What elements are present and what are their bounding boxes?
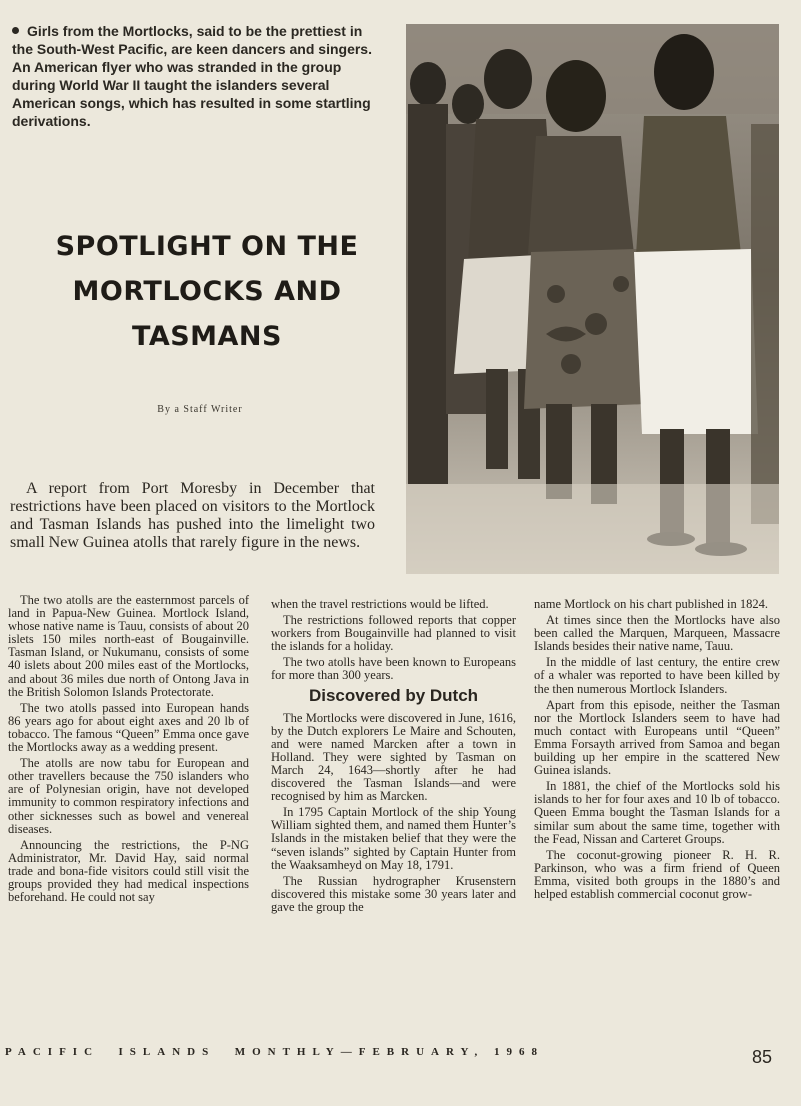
byline: By a Staff Writer bbox=[157, 404, 243, 415]
paragraph: Apart from this episode, neither the Tasman nor the Mortlock Islanders seem to have had much contact with Europeans until “Queen” Emma Forsayth arrived from Samoa and began building up her empire in the scattered New Guinea islands. bbox=[534, 697, 780, 778]
caption-text: Girls from the Mortlocks, said to be the prettiest in the South-West Pacific, are keen dancers and singers. An American flyer who was stranded in the group during World War II taught the islanders several American songs, which has resulted in some startling derivations. bbox=[12, 23, 372, 129]
photo-caption bbox=[12, 22, 382, 130]
section-subheading: Discovered by Dutch bbox=[308, 685, 479, 705]
paragraph: The two atolls are the easternmost parcels of land in Papua-New Guinea. Mortlock Island, whose native name is Tauu, consists of about 20 islets 150 miles north-east of Bougainville. Tasman Island, or Nukumanu, consists of some 40 islets about 200 miles east of the Mortlocks, and about 36 miles due north of Ontong Java in the British Solomon Islands Protectorate. bbox=[8, 593, 249, 699]
paragraph: The atolls are now tabu for European and other travellers because the 750 islanders who are of Polynesian origin, have not developed immunity to common respiratory infections and other sicknesses such as bowel and venereal diseases. bbox=[8, 756, 249, 836]
paragraph: The Russian hydrographer Krusenstern discovered this mistake some 30 years later and gave the group the bbox=[271, 873, 516, 914]
running-footer: PACIFIC ISLANDS MONTHLY—FEBRUARY, 1968 bbox=[5, 1046, 544, 1058]
paragraph: Announcing the restrictions, the P-NG Administrator, Mr. David Hay, said normal trade and bona-fide visitors could still visit the groups provided they had medical inspections beforehand. He could not say bbox=[8, 837, 249, 905]
page-number: 85 bbox=[752, 1047, 773, 1067]
text-column-3 bbox=[534, 598, 780, 904]
paragraph: The Mortlocks were discovered in June, 1616, by the Dutch explorers Le Maire and Schouten, and were named Marcken after a town in Holland. They were sighted by Tasman on March 24, 1643—shortly after he had discovered the Tasman Islands—and were recognised by him as Marcken. bbox=[271, 710, 516, 804]
paragraph: name Mortlock on his chart published in 1824. bbox=[534, 597, 768, 611]
photo-mortlock-girls bbox=[406, 24, 779, 574]
paragraph: In 1881, the chief of the Mortlocks sold his islands to her for four axes and 10 lb of tobacco. Queen Emma bought the Tasman Islands for a similar sum about the same time, together with the Fead, Nissan and Carteret Groups. bbox=[534, 779, 780, 846]
paragraph: At times since then the Mortlocks have also been called the Marquen, Marqueen, Massacre Islands besides their native name, Tauu. bbox=[534, 613, 780, 654]
paragraph: when the travel restrictions would be lifted. bbox=[271, 597, 489, 611]
text-column-2 bbox=[271, 598, 516, 917]
paragraph: In 1795 Captain Mortlock of the ship Young William sighted them, and named them Hunter’s Islands in the mistaken belief that they were the “seven islands” sighted by Captain Hunter from the Waaksamheyd on May 18, 1791. bbox=[271, 805, 516, 872]
text-column-1 bbox=[8, 594, 249, 907]
paragraph: In the middle of last century, the entire crew of a whaler was reported to have been killed by the then numerous Mortlock Islanders. bbox=[534, 655, 780, 696]
intro-paragraph: A report from Port Moresby in December that restrictions have been placed on visitors to the Mortlock and Tasman Islands has pushed into the limelight two small New Guinea atolls that rarely figure in the news. bbox=[10, 480, 375, 551]
paragraph: The restrictions followed reports that copper workers from Bougainville had planned to visit the islands for a holiday. bbox=[271, 613, 516, 654]
bullet-icon bbox=[12, 27, 19, 34]
paragraph: The two atolls have been known to Europeans for more than 300 years. bbox=[271, 655, 516, 683]
paragraph: The coconut-growing pioneer R. H. R. Parkinson, who was a firm friend of Queen Emma, visited both groups in the 1880’s and helped establish commercial coconut grow- bbox=[534, 847, 780, 901]
article-headline: SPOTLIGHT ON THE MORTLOCKS AND TASMANS bbox=[55, 231, 359, 352]
paragraph: The two atolls passed into European hands 86 years ago for about eight axes and 20 lb of tobacco. The famous “Queen” Emma once gave the Mortlocks away as a wedding present. bbox=[8, 700, 249, 755]
